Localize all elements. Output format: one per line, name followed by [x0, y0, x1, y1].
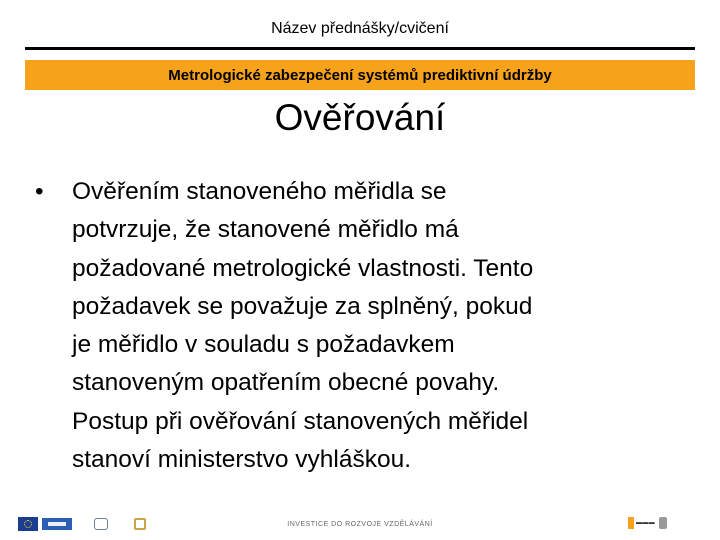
footer-slogan: INVESTICE DO ROZVOJE VZDĚLÁVÁNÍ	[287, 521, 433, 528]
course-title: Název přednášky/cvičení	[271, 20, 449, 37]
bullet-line: je měřidlo v souladu s požadavkem	[72, 331, 455, 359]
bullet-line: potvrzuje, že stanovené měřidlo má	[72, 216, 459, 244]
bullet-line: Ověřením stanoveného měřidla se	[72, 178, 447, 205]
bullet-dot-icon: •	[35, 178, 44, 205]
subtitle-text: Metrologické zabezpečení systémů prediktivní údržby	[168, 66, 552, 84]
bullet-line: požadované metrologické vlastnosti. Tento	[72, 254, 534, 282]
bullet-line: požadavek se považuje za splněný, pokud	[72, 292, 533, 320]
project-logo: ▬▬▬	[628, 517, 667, 529]
bullet-line: Postup při ověřování stanovených měřidel	[72, 407, 529, 435]
bullet-line: stanoveným opatřením obecné povahy.	[72, 369, 500, 397]
bullet-item	[25, 173, 695, 479]
bullet-list	[25, 173, 695, 479]
bullet-line: stanoví ministerstvo vyhláškou.	[72, 446, 412, 474]
slide-heading: Ověřování	[274, 97, 446, 138]
subtitle-band	[25, 60, 695, 90]
header-divider	[25, 47, 695, 50]
